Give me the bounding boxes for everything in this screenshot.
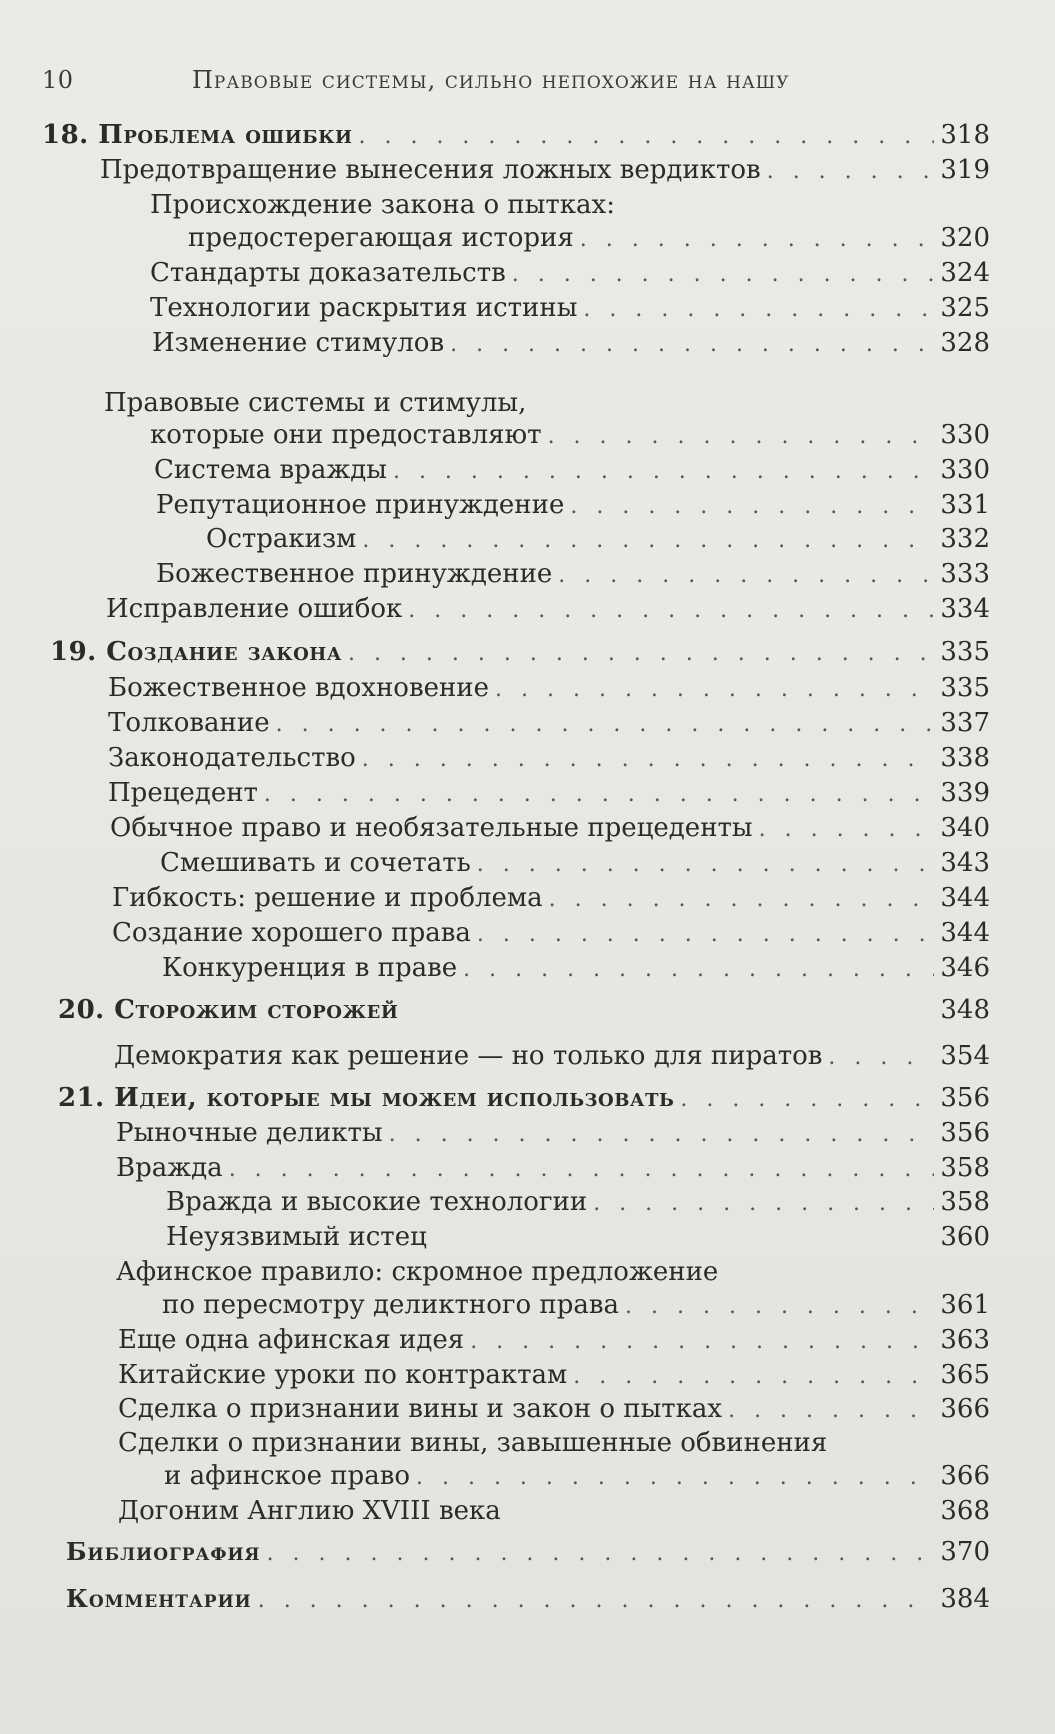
toc-entry-page: 356: [940, 1083, 990, 1113]
toc-entry-page: 339: [940, 778, 990, 808]
toc-entry-page: 346: [940, 953, 990, 983]
toc-entry[interactable]: [164, 1461, 990, 1497]
toc-entry[interactable]: [156, 490, 990, 526]
leader-dots: [625, 1294, 934, 1319]
toc-entry-page: 370: [940, 1537, 990, 1567]
leader-dots: [267, 1541, 935, 1566]
leader-dots: [593, 1191, 934, 1216]
toc-entry-title: Еще одна афинская идея: [118, 1325, 465, 1355]
toc-entry-title: Гибкость: решение и проблема: [112, 883, 543, 913]
leader-dots: [348, 641, 934, 666]
toc-entry-page: 368: [940, 1496, 990, 1526]
toc-entry[interactable]: [108, 778, 990, 814]
toc-entry-title: Вражда и высокие технологии: [166, 1187, 588, 1217]
toc-entry-title: 21. Идеи, которые мы можем использовать: [58, 1083, 675, 1113]
toc-entry-page: 356: [940, 1118, 990, 1148]
toc-entry[interactable]: [108, 743, 990, 779]
toc-entry-title: предостерегающая история: [188, 223, 574, 253]
leader-dots: [408, 598, 934, 623]
toc-entry-title: Система вражды: [154, 455, 387, 485]
toc-entry-title: 18. Проблема ошибки: [42, 120, 353, 150]
toc-chapter-19[interactable]: [50, 637, 990, 673]
toc-entry-page: 332: [940, 524, 990, 554]
toc-entry-page: 333: [940, 559, 990, 589]
toc-entry-page: 330: [940, 455, 990, 485]
toc-entry[interactable]: [154, 455, 990, 491]
toc-entry-title: Вражда: [116, 1153, 223, 1183]
toc-entry-title: Изменение стимулов: [152, 328, 445, 358]
toc-entry-title: Остракизм: [206, 524, 357, 554]
toc-entry-page: 365: [940, 1360, 990, 1390]
toc-entry-title: Обычное право и необязательные прецеденты: [110, 813, 753, 843]
toc-entry-page: 348: [940, 995, 990, 1025]
toc-entry-title: Сделка о признании вины и закон о пытках: [118, 1394, 723, 1424]
leader-dots: [583, 297, 934, 322]
toc-entry-page: 328: [940, 328, 990, 358]
leader-dots: [549, 887, 935, 912]
toc-entry-line1: Афинское правило: скромное предложение: [116, 1257, 719, 1287]
leader-dots: [548, 424, 935, 449]
toc-entry[interactable]: [108, 673, 990, 709]
toc-entry[interactable]: [162, 1290, 990, 1326]
leader-dots: [389, 1122, 935, 1147]
leader-dots: [728, 1398, 934, 1423]
toc-entry[interactable]: [116, 1118, 990, 1154]
leader-dots: [264, 782, 934, 807]
toc-chapter-21[interactable]: [58, 1083, 990, 1119]
toc-entry-title: Создание хорошего права: [112, 918, 471, 948]
toc-entry-page: 343: [940, 848, 990, 878]
leader-dots: [470, 1329, 934, 1354]
toc-entry[interactable]: [112, 883, 990, 919]
toc-entry-page: 319: [940, 155, 990, 185]
toc-bibliography[interactable]: [66, 1537, 990, 1573]
toc-entry[interactable]: [162, 953, 990, 989]
leader-dots: [362, 528, 934, 553]
toc-entry[interactable]: [166, 1187, 990, 1223]
toc-entry[interactable]: [118, 1496, 990, 1532]
toc-entry[interactable]: [108, 708, 990, 744]
toc-entry-page: 354: [940, 1041, 990, 1071]
leader-dots: [680, 1087, 934, 1112]
toc-entry[interactable]: [150, 258, 990, 294]
leader-dots: [512, 262, 935, 287]
leader-dots: [229, 1157, 935, 1182]
toc-entry-page: 334: [940, 594, 990, 624]
toc-entry-title: Толкование: [108, 708, 270, 738]
toc-entry-page: 384: [940, 1584, 990, 1614]
toc-entry-title: Рыночные деликты: [116, 1118, 383, 1148]
toc-entry-title: 19. Создание закона: [50, 637, 342, 667]
toc-entry[interactable]: [156, 559, 990, 595]
page-header: [42, 66, 995, 106]
leader-dots: [767, 159, 935, 184]
toc-entry[interactable]: [166, 1222, 990, 1258]
leader-dots: [570, 494, 934, 519]
toc-chapter-20[interactable]: [58, 995, 990, 1031]
toc-entry[interactable]: [100, 155, 990, 191]
toc-entry-page: 360: [940, 1222, 990, 1252]
toc-chapter-18[interactable]: [42, 120, 990, 156]
toc-entry-page: 344: [940, 883, 990, 913]
toc-entry[interactable]: [118, 1360, 990, 1396]
leader-dots: [580, 227, 935, 252]
toc-entry-page: 318: [940, 120, 990, 150]
toc-entry-page: 335: [940, 637, 990, 667]
toc-entry[interactable]: [106, 594, 990, 630]
toc-entry-page: 344: [940, 918, 990, 948]
leader-dots: [258, 1588, 935, 1613]
toc-entry-page: 330: [940, 420, 990, 450]
toc-entry-page: 361: [940, 1290, 990, 1320]
toc-entry-page: 335: [940, 673, 990, 703]
toc-entry-page: 340: [940, 813, 990, 843]
toc-comments[interactable]: [66, 1584, 990, 1620]
toc-entry-page: 358: [940, 1187, 990, 1217]
toc-entry-title: Прецедент: [108, 778, 258, 808]
toc-entry-title: Божественное принуждение: [156, 559, 553, 589]
leader-dots: [558, 563, 934, 588]
toc-entry[interactable]: [116, 1153, 990, 1189]
toc-entry[interactable]: [112, 918, 990, 954]
toc-entry-title: Стандарты доказательств: [150, 258, 506, 288]
toc-entry-page: 363: [940, 1325, 990, 1355]
leader-dots: [573, 1364, 934, 1389]
toc-entry-page: 331: [940, 490, 990, 520]
toc-entry-page: 366: [940, 1461, 990, 1491]
leader-dots: [828, 1045, 934, 1070]
leader-dots: [477, 922, 934, 947]
toc-entry-title: Конкуренция в праве: [162, 953, 458, 983]
toc-entry-title: Репутационное принуждение: [156, 490, 565, 520]
toc-entry[interactable]: [206, 524, 990, 560]
toc-entry[interactable]: [118, 1394, 990, 1430]
toc-entry-title: Технологии раскрытия истины: [150, 293, 578, 323]
toc-entry-line1: Правовые системы и стимулы,: [104, 388, 527, 418]
leader-dots: [463, 957, 934, 982]
page-number: 10: [42, 66, 74, 94]
toc-entry[interactable]: [110, 813, 990, 849]
toc-entry[interactable]: [188, 223, 990, 259]
toc-entry-page: 324: [940, 258, 990, 288]
toc-entry-title: 20. Сторожим сторожей: [58, 995, 399, 1025]
leader-dots: [416, 1465, 934, 1490]
toc-entry-title: Китайские уроки по контрактам: [118, 1360, 568, 1390]
leader-dots: [393, 459, 934, 484]
toc-entry-title: и афинское право: [164, 1461, 410, 1491]
toc-entry-title: Смешивать и сочетать: [160, 848, 471, 878]
toc-entry-page: 320: [940, 223, 990, 253]
toc-entry-title: Предотвращение вынесения ложных вердиктов: [100, 155, 761, 185]
toc-entry-page: 338: [940, 743, 990, 773]
toc-entry[interactable]: [160, 848, 990, 884]
toc-entry[interactable]: [150, 420, 990, 456]
running-title: Правовые системы, сильно непохожие на нашу: [192, 66, 790, 94]
toc-entry-line1: Сделки о признании вины, завышенные обвинения: [118, 1428, 828, 1458]
toc-entry-title: по пересмотру деликтного права: [162, 1290, 620, 1320]
toc-entry[interactable]: [118, 1325, 990, 1361]
toc-entry[interactable]: [150, 293, 990, 329]
toc-entry-title: Неуязвимый истец: [166, 1222, 427, 1252]
toc-entry-page: 325: [940, 293, 990, 323]
toc-entry-page: 337: [940, 708, 990, 738]
toc-entry-title: Библиография: [66, 1537, 261, 1566]
leader-dots: [276, 712, 935, 737]
toc-entry-title: Законодательство: [108, 743, 356, 773]
toc-entry-title: которые они предоставляют: [150, 420, 542, 450]
leader-dots: [477, 852, 935, 877]
toc-entry-title: Комментарии: [66, 1584, 252, 1613]
leader-dots: [759, 817, 935, 842]
toc-entry-title: Демократия как решение — но только для пиратов: [114, 1041, 823, 1071]
toc-entry[interactable]: [114, 1041, 990, 1077]
toc-entry-page: 358: [940, 1153, 990, 1183]
leader-dots: [450, 332, 934, 357]
toc-entry-title: Догоним Англию XVIII века: [118, 1496, 501, 1526]
toc-entry-title: Божественное вдохновение: [108, 673, 490, 703]
toc-entry-page: 366: [940, 1394, 990, 1424]
leader-dots: [358, 124, 934, 149]
toc-entry[interactable]: [152, 328, 990, 364]
leader-dots: [362, 747, 935, 772]
leader-dots: [495, 677, 934, 702]
toc-entry-title: Исправление ошибок: [106, 594, 403, 624]
toc-entry-line1: Происхождение закона о пытках:: [150, 190, 615, 220]
